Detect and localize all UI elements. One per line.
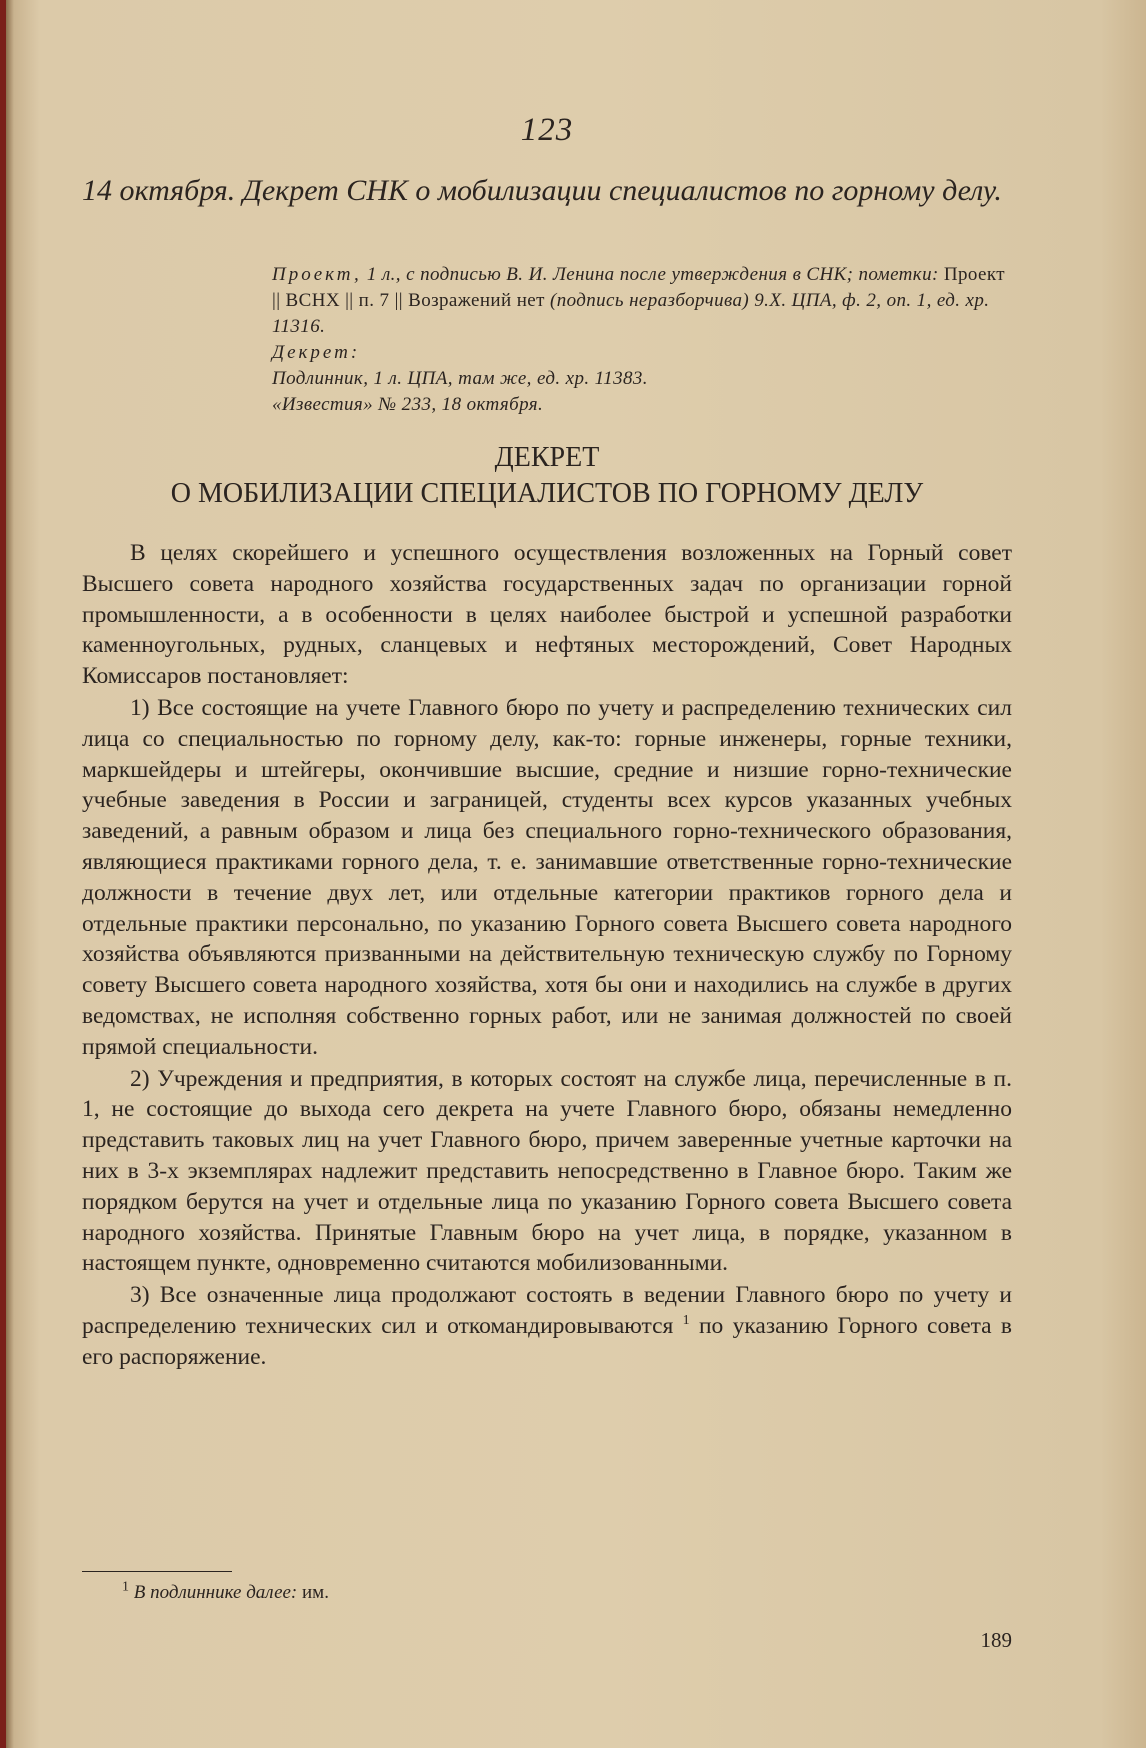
footnote-divider — [82, 1571, 232, 1572]
decree-heading — [82, 440, 1012, 512]
footnote-marker: 1 — [122, 1579, 129, 1595]
document-number: 123 — [520, 112, 574, 148]
heading-line-2: О МОБИЛИЗАЦИИ СПЕЦИАЛИСТОВ ПО ГОРНОМУ ДЕЛУ — [170, 478, 924, 509]
archive-draft — [272, 262, 1012, 340]
footnote-reference: 1 — [682, 1313, 690, 1329]
footnote — [122, 1580, 1002, 1606]
draft-text-3: 9.X. ЦПА, ф. 2, оп. 1, ед. хр. 11316. — [272, 290, 990, 337]
paragraph-1: 1) Все состоящие на учете Главного бюро по учету и распределению технических сил лица со специальностью по горному делу, как-то: горные инженеры, горные техники, маркшейдеры и штейгеры, окончившие высшие, средние и низшие горно-технические учебные заведения в России и заграницей, студенты всех курсов указанных учебных заведений, а равным образом и лица без специального горно-технического образования, являющиеся практиками горного дела, т. е. занимавшие ответственные горно-технические должности в течение двух лет, или отдельные категории практиков горного дела и отдельные практики персонально, по указанию Горного совета Высшего совета народного хозяйства объявляются призванными на действительную техническую службу по Горному совету Высшего совета народного хозяйства, хотя бы они и находились на службе в других ведомствах, не исполняя собственно горных работ, или не занимая должностей по своей прямой специальности. — [82, 694, 1012, 1060]
draft-marks: Проект || ВСНХ || п. 7 || Возражений нет — [272, 264, 1005, 311]
decree-label: Декрет: — [272, 342, 361, 363]
paragraph-preamble: В целях скорейшего и успешного осуществления возложенных на Горный совет Высшего совета народного хозяйства государственных задач по организации горной промышленности, а в особенности в целях наиболее быстрой и успешной разработки каменноугольных, рудных, сланцевых и нефтяных месторождений, Совет Народных Комиссаров постановляет: — [82, 540, 1012, 690]
heading-line-1: ДЕКРЕТ — [494, 442, 600, 473]
book-spine-edge — [0, 0, 6, 1748]
paragraph-3-end: по указанию Горного совета в его распоряжение. — [82, 1312, 1013, 1370]
archive-original: Подлинник, 1 л. ЦПА, там же, ед. хр. 11383. — [272, 368, 648, 389]
decree-body — [82, 538, 1012, 1374]
archive-publication: «Известия» № 233, 18 октября. — [272, 394, 544, 415]
document-title: 14 октября. Декрет СНК о мобилизации специалистов по горному делу. — [82, 174, 1002, 207]
draft-text-1: 1 л., с подписью В. И. Ленина после утверждения в СНК; пометки: — [366, 264, 939, 285]
footnote-italic-text: В подлиннике далее: — [133, 1582, 298, 1603]
draft-label: Проект, — [272, 264, 362, 285]
page-number: 189 — [980, 1628, 1012, 1652]
footnote-text: им. — [302, 1582, 329, 1603]
paragraph-2: 2) Учреждения и предприятия, в которых состоят на службе лица, перечисленные в п. 1, не состоящие до выхода сего декрета на учете Главного бюро, обязаны немедленно представить таковых лиц на учет Главного бюро, причем заверенные учетные карточки на них в 3-х экземплярах надлежит представить непосредственно в Главное бюро. Таким же порядком берутся на учет и отдельные лица по указанию Горного совета Высшего совета народного хозяйства. Принятые Главным бюро на учет лица, в порядке, указанном в настоящем пункте, одновременно считаются мобилизованными. — [82, 1065, 1012, 1277]
draft-text-2: (подпись неразборчива) — [549, 290, 750, 311]
paragraph-3-start: 3) Все означенные лица продолжают состоять в ведении Главного бюро по учету и распределению технических сил и откомандировываются — [82, 1282, 1012, 1339]
archive-note — [272, 262, 1012, 418]
paragraph-3 — [82, 1280, 1012, 1372]
